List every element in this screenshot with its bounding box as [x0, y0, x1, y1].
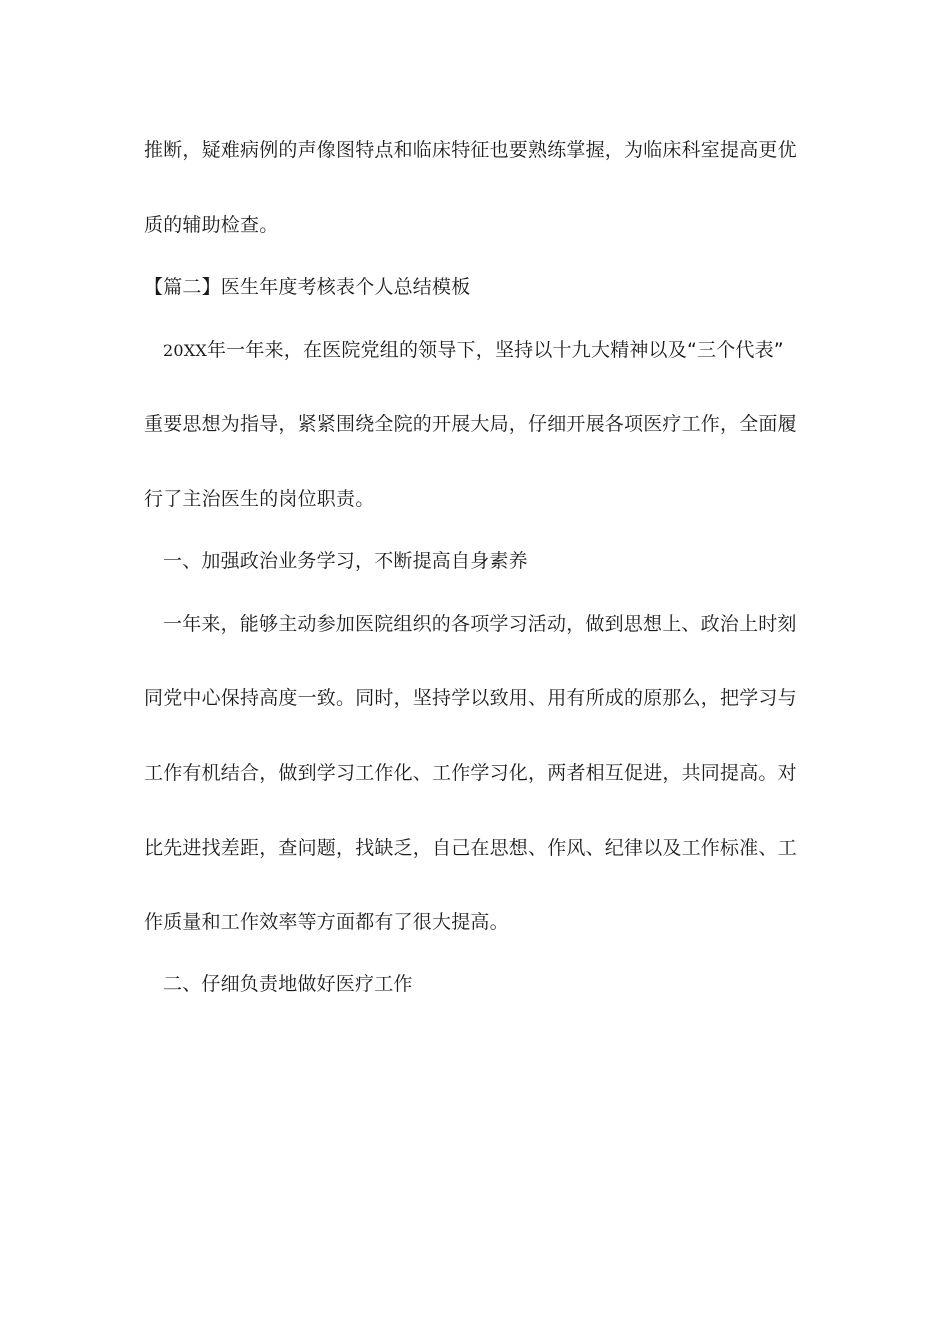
- paragraph-text: 年一年来，在医院党组的领导下，坚持以十九大精神以及“三个代表”: [206, 339, 784, 361]
- paragraph-line: [163, 336, 823, 365]
- section-heading: 【篇二】医生年度考核表个人总结模板: [144, 276, 471, 298]
- paragraph-line: 重要思想为指导，紧紧围绕全院的开展大局，仔细开展各项医疗工作，全面履: [144, 413, 797, 435]
- paragraph-line: 比先进找差距，查问题，找缺乏，自己在思想、作风、纪律以及工作标准、工: [144, 837, 797, 859]
- paragraph-line: 工作有机结合，做到学习工作化、工作学习化，两者相互促进，共同提高。对: [144, 762, 797, 784]
- subsection-title: 一、加强政治业务学习，不断提高自身素养: [163, 550, 528, 572]
- paragraph-line: 质的辅助检查。: [144, 214, 279, 236]
- subsection-title: 二、仔细负责地做好医疗工作: [163, 973, 413, 995]
- paragraph-line: 行了主治医生的岗位职责。: [144, 488, 375, 510]
- year-text: 20XX: [163, 341, 207, 360]
- paragraph-line: 作质量和工作效率等方面都有了很大提高。: [144, 911, 509, 933]
- paragraph-line: 一年来，能够主动参加医院组织的各项学习活动，做到思想上、政治上时刻: [163, 613, 797, 635]
- paragraph-line: 同党中心保持高度一致。同时，坚持学以致用、用有所成的原那么，把学习与: [144, 687, 797, 709]
- paragraph-line: 推断，疑难病例的声像图特点和临床特征也要熟练掌握，为临床科室提高更优: [144, 139, 797, 161]
